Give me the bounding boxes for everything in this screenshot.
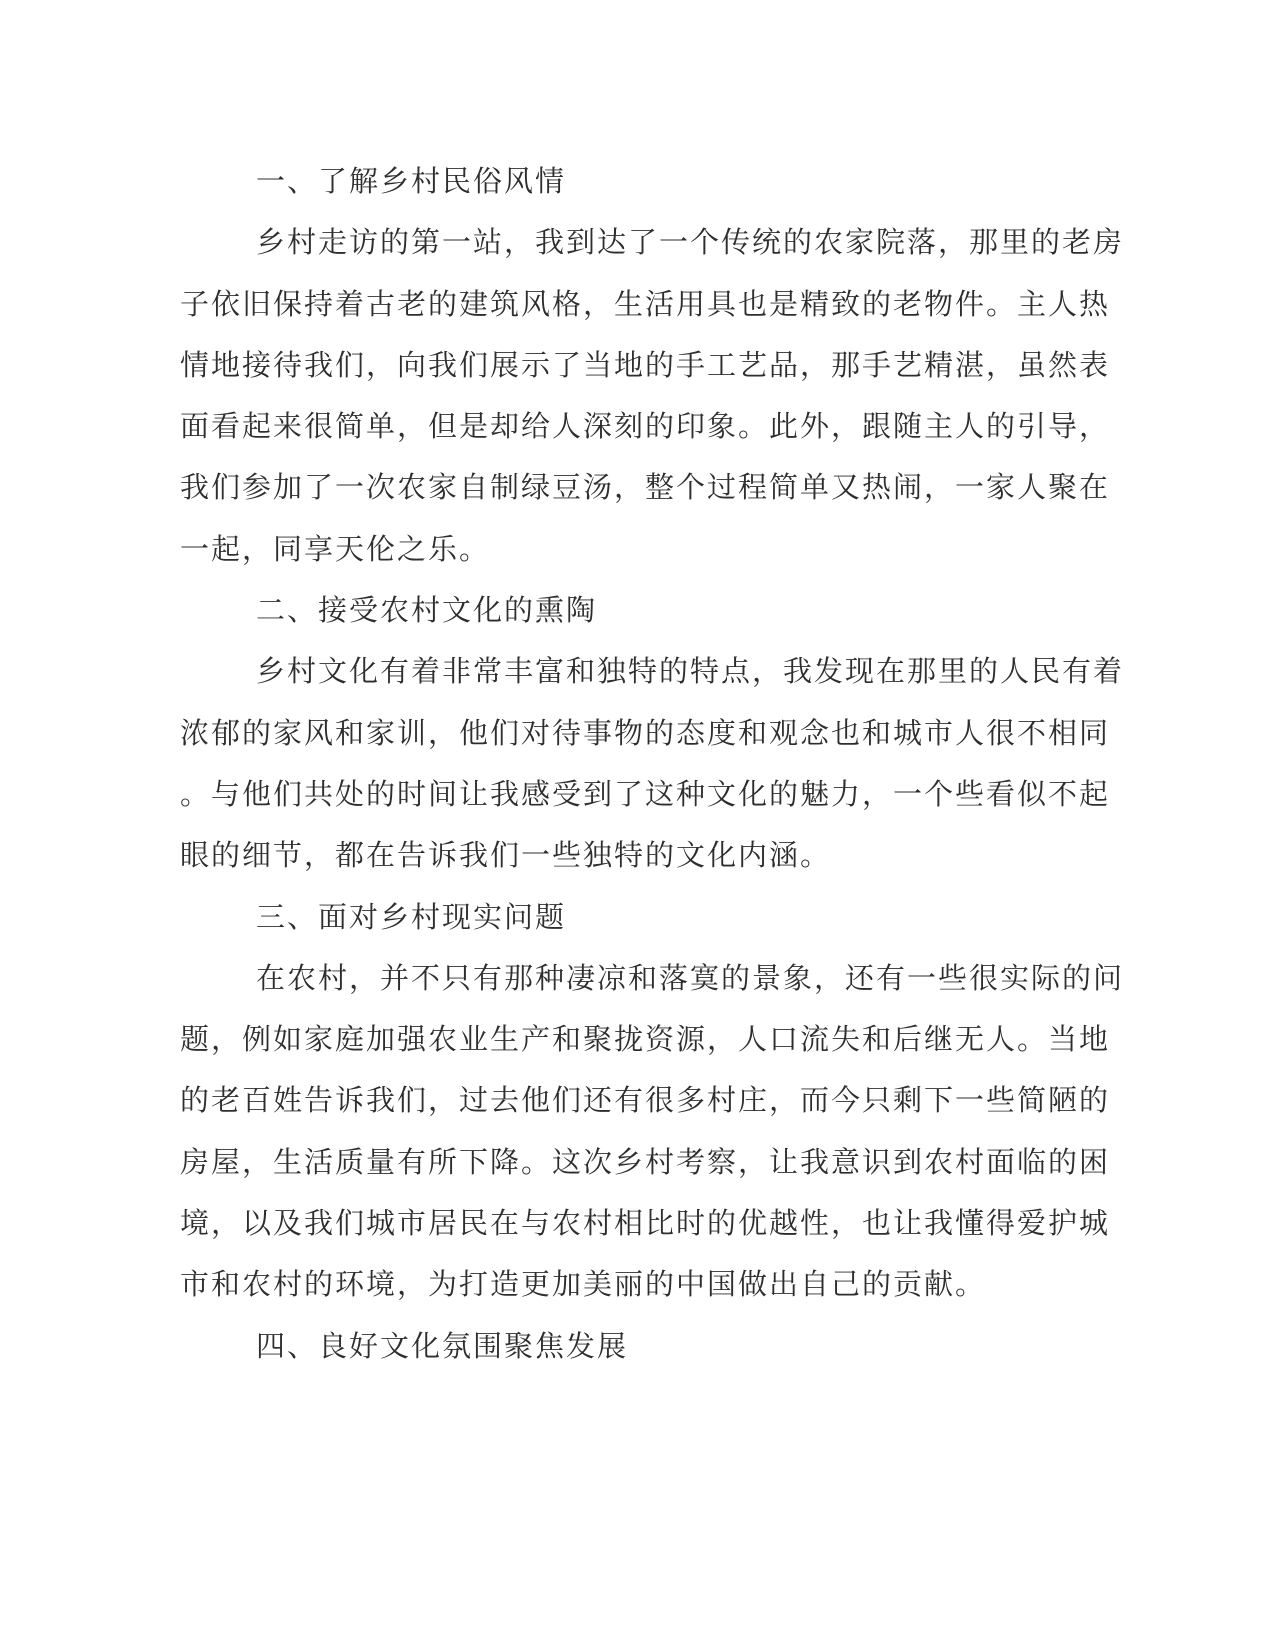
section-heading: 一、了解乡村民俗风情	[256, 166, 567, 198]
text-line: 情地接待我们，向我们展示了当地的手工艺品，那手艺精湛，虽然表	[180, 349, 1111, 382]
text-line: 市和农村的环境，为打造更加美丽的中国做出自己的贡献。	[180, 1269, 987, 1302]
section-heading: 三、面对乡村现实问题	[256, 901, 567, 934]
text-line: 境，以及我们城市居民在与农村相比时的优越性，也让我懂得爱护城	[180, 1208, 1111, 1241]
text-line: 题，例如家庭加强农业生产和聚拢资源，人口流失和后继无人。当地	[180, 1024, 1111, 1057]
text-line: 乡村走访的第一站，我到达了一个传统的农家院落，那里的老房	[256, 227, 1125, 260]
section-heading: 二、接受农村文化的熏陶	[256, 595, 598, 628]
text-line: 浓郁的家风和家训，他们对待事物的态度和观念也和城市人很不相同	[180, 717, 1111, 750]
document-text-body	[180, 152, 1125, 1378]
text-line: 的老百姓告诉我们，过去他们还有很多村庄，而今只剩下一些简陋的	[180, 1085, 1111, 1118]
text-line: 子依旧保持着古老的建筑风格，生活用具也是精致的老物件。主人热	[180, 288, 1111, 321]
text-line: 一起，同享天伦之乐。	[180, 533, 491, 566]
text-line: 我们参加了一次农家自制绿豆汤，整个过程简单又热闹，一家人聚在	[180, 472, 1111, 505]
text-line: 在农村，并不只有那种凄凉和落寞的景象，还有一些很实际的问	[256, 962, 1125, 995]
text-line: 房屋，生活质量有所下降。这次乡村考察，让我意识到农村面临的困	[180, 1146, 1111, 1179]
text-line: 眼的细节，都在告诉我们一些独特的文化内涵。	[180, 840, 832, 873]
text-line: 面看起来很简单，但是却给人深刻的印象。此外，跟随主人的引导，	[180, 411, 1111, 444]
section-heading: 四、良好文化氛围聚焦发展	[256, 1330, 629, 1363]
text-line: 。与他们共处的时间让我感受到了这种文化的魅力，一个些看似不起	[180, 778, 1111, 811]
text-line: 乡村文化有着非常丰富和独特的特点，我发现在那里的人民有着	[256, 656, 1125, 689]
